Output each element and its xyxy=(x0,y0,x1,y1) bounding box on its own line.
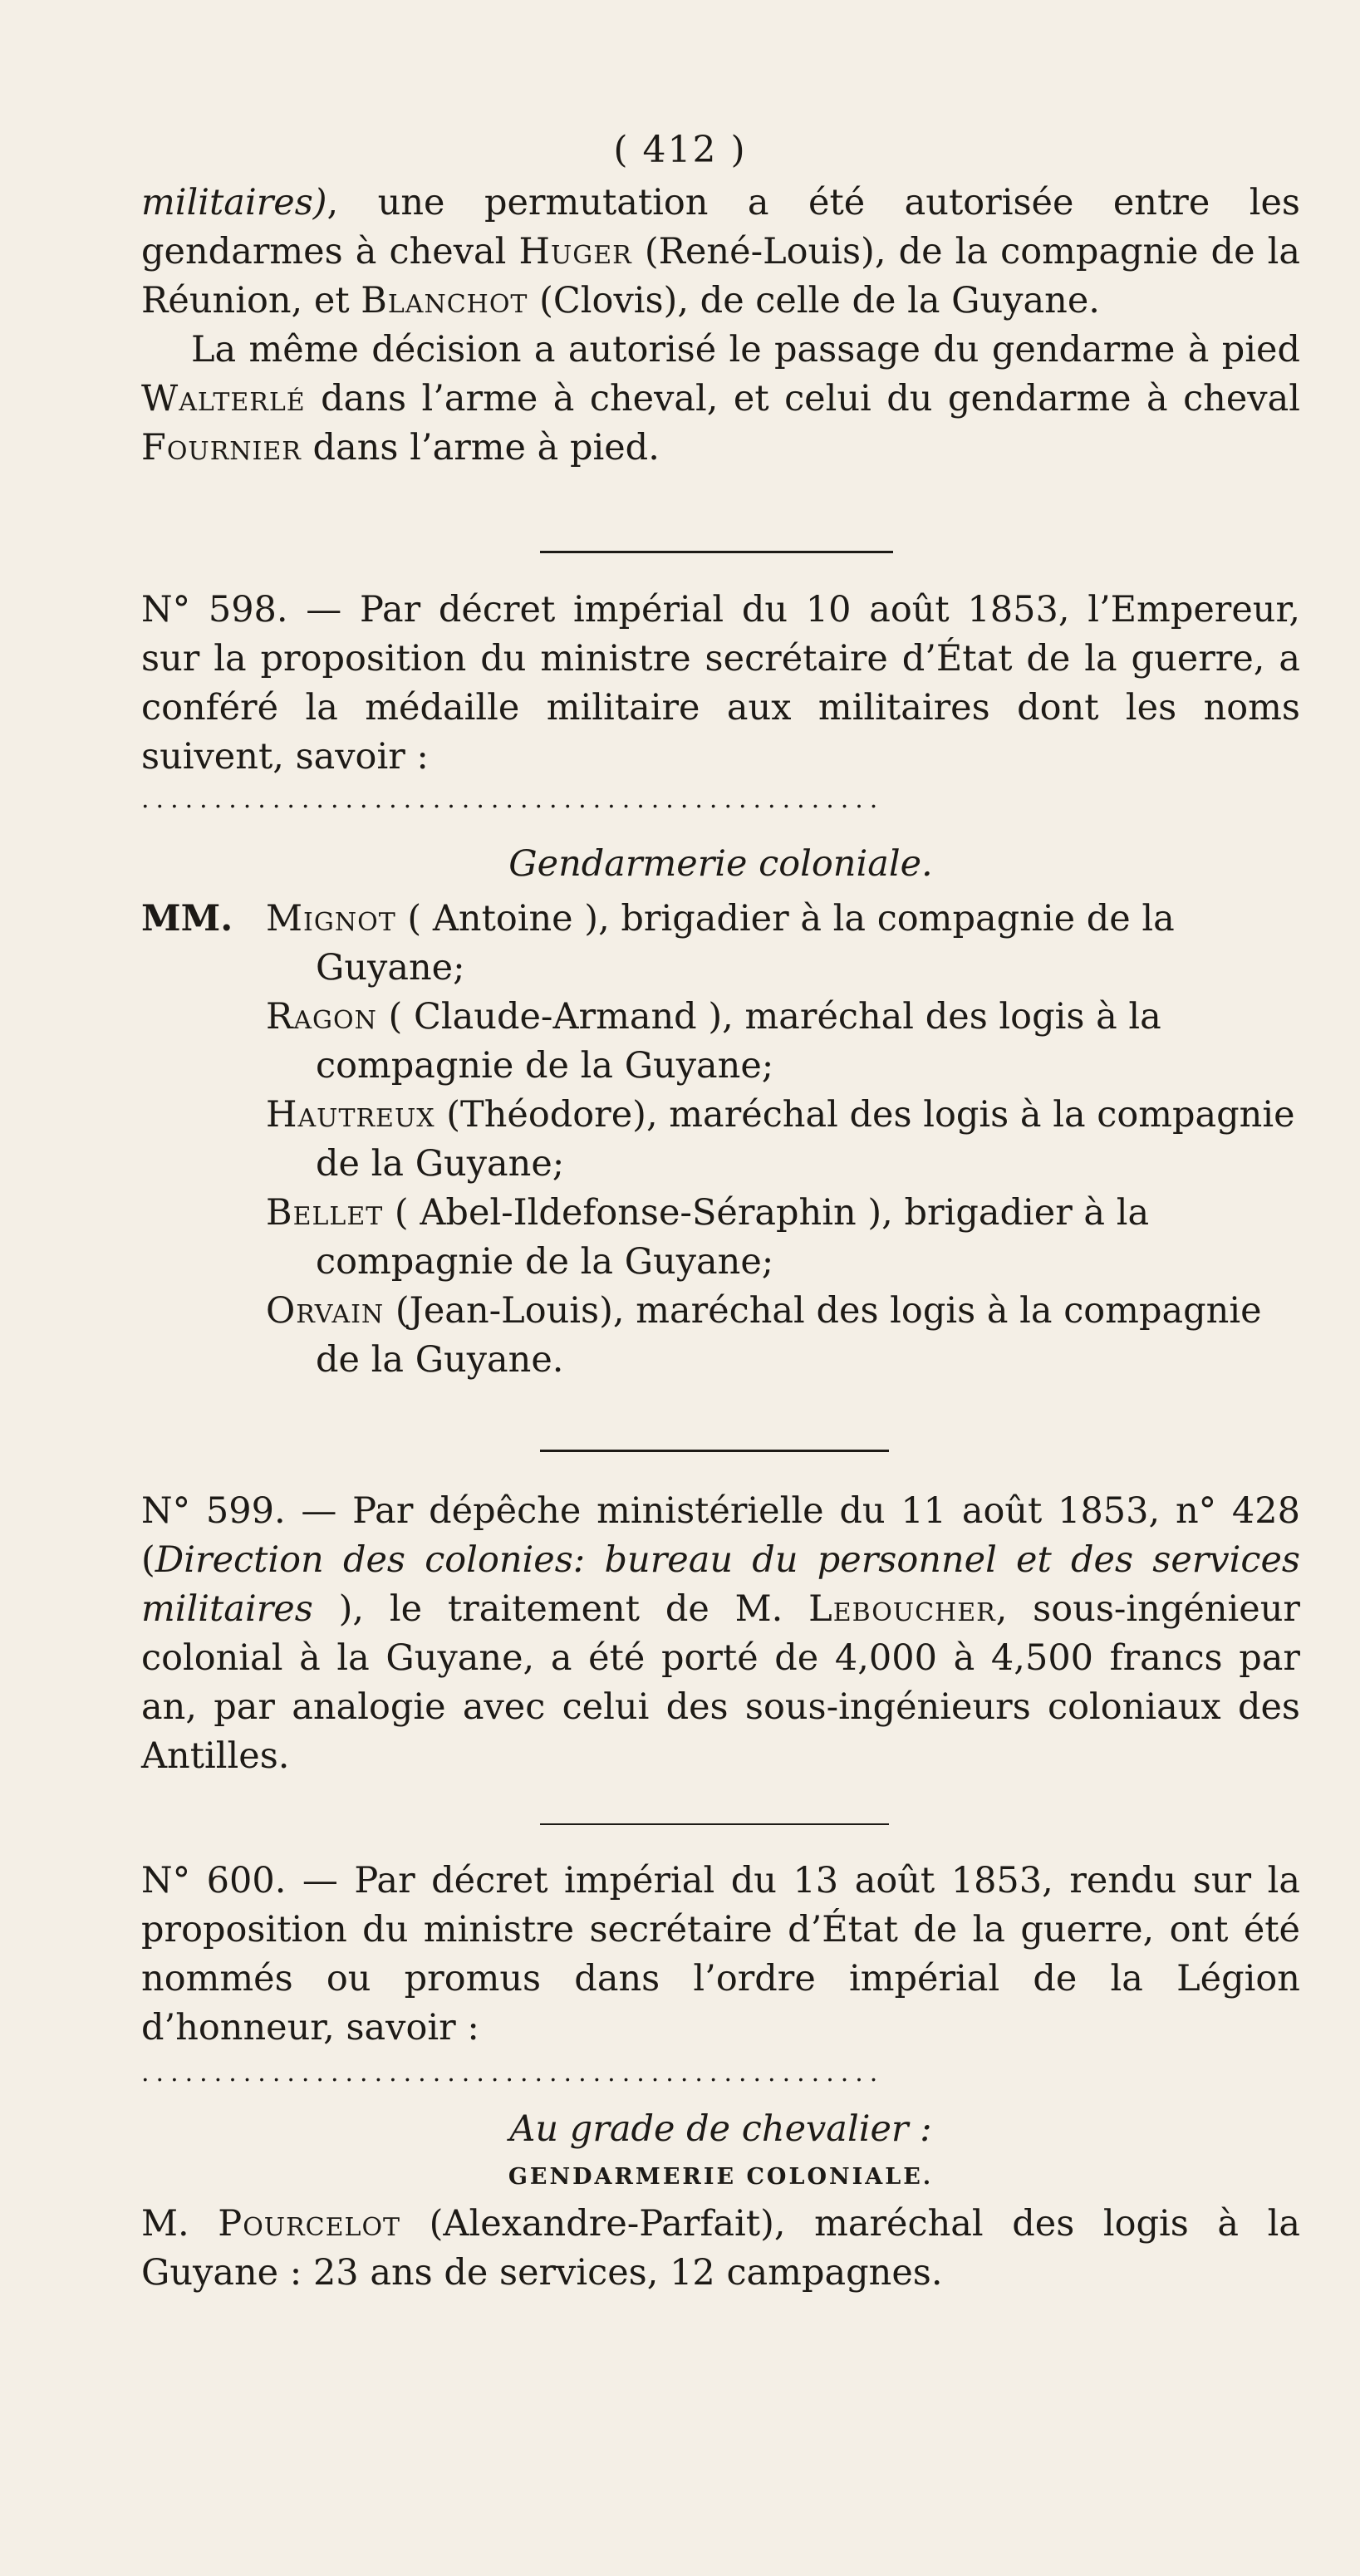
person-name: Huger xyxy=(518,231,632,272)
divider xyxy=(540,1450,889,1452)
list-item: Hautreux (Théodore), maréchal des logis à la compagnie de la Guyane; xyxy=(266,1094,1295,1185)
article-600-text: N° 600. — Par décret impérial du 13 août 1853, rendu sur la proposition du ministre secrétaire d’État de la guerre, ont été nommés ou promus dans l’ordre impérial de la Légion d’honneur, savoir : xyxy=(141,1860,1300,2049)
medal-list xyxy=(141,895,1300,1385)
person-name: Fournier xyxy=(141,427,302,469)
intro-block xyxy=(141,179,1300,473)
dotted-leader: ................................................... xyxy=(141,785,885,814)
person-name: Pourcelot xyxy=(218,2203,401,2245)
list-item: Ragon ( Claude-Armand ), maréchal des logis à la compagnie de la Guyane; xyxy=(266,996,1161,1087)
article-599-text: N° 599. — Par dépêche ministérielle du 11 août 1853, n° 428 (Direction des colonies: bureau du personnel et des services militaires ), le traitement de M. Leboucher, sous-ingénieur colonial à la Guyane, a été porté de 4,000 à 4,500 francs par an, par analogie avec celui des sous-ingénieurs coloniaux des Antilles. xyxy=(141,1490,1300,1777)
page-number: ( 412 ) xyxy=(613,129,747,171)
subsection-title: GENDARMERIE COLONIALE. xyxy=(508,2164,934,2190)
intro-paragraph-2: La même décision a autorisé le passage du gendarme à pied Walterlé dans l’arme à cheval, et celui du gendarme à cheval Fournier dans l’arme à pied. xyxy=(141,329,1300,469)
list-item: Bellet ( Abel-Ildefonse-Séraphin ), brigadier à la compagnie de la Guyane; xyxy=(266,1192,1150,1283)
article-598 xyxy=(141,586,1300,782)
list-item: M. Pourcelot (Alexandre-Parfait), maréchal des logis à la Guyane : 23 ans de services, 12 campagnes. xyxy=(141,2203,1301,2294)
dotted-leader: ................................................... xyxy=(141,2058,885,2088)
person-name: Leboucher xyxy=(808,1588,996,1630)
article-600 xyxy=(141,1857,1300,2053)
legion-entry xyxy=(141,2200,1300,2298)
divider xyxy=(540,1823,889,1825)
person-name: Blanchot xyxy=(361,280,528,321)
person-name: Walterlé xyxy=(141,378,306,420)
intro-paragraph-1: militaires), une permutation a été autorisée entre les gendarmes à cheval Huger (René-Louis), de la compagnie de la Réunion, et Blanchot (Clovis), de celle de la Guyane. xyxy=(141,182,1300,321)
mm-label: MM. xyxy=(141,898,233,940)
list-item: Mignot ( Antoine ), brigadier à la compagnie de la Guyane; xyxy=(266,898,1175,989)
medal-list-body xyxy=(266,895,1300,1385)
list-item: Orvain (Jean-Louis), maréchal des logis à la compagnie de la Guyane. xyxy=(266,1290,1262,1381)
article-598-text: N° 598. — Par décret impérial du 10 août 1853, l’Empereur, sur la proposition du ministre secrétaire d’État de la guerre, a conféré la médaille militaire aux militaires dont les noms suivent, savoir : xyxy=(141,589,1300,778)
divider xyxy=(540,551,893,553)
section-title: Au grade de chevalier : xyxy=(509,2108,932,2150)
article-599 xyxy=(141,1487,1300,1781)
section-title: Gendarmerie coloniale. xyxy=(508,843,933,885)
